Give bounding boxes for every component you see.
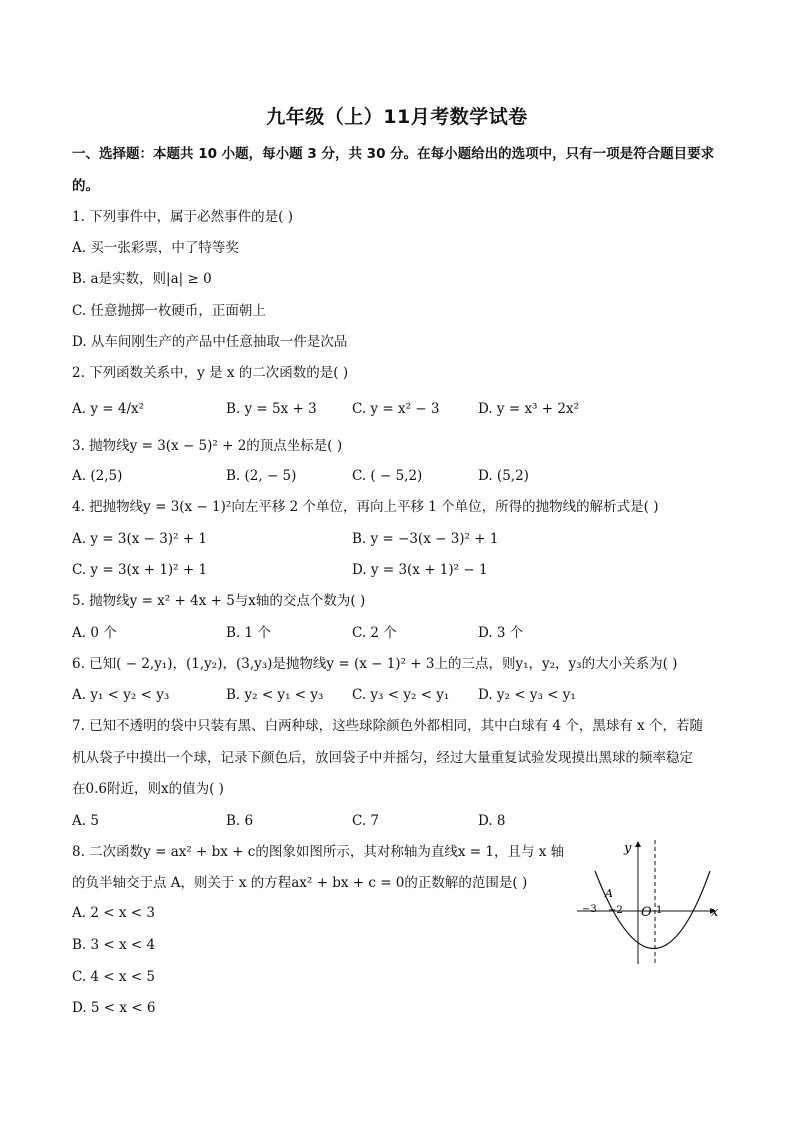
parabola-figure: [575, 836, 725, 966]
question-3-option-c: C. ( − 5,2): [352, 468, 423, 484]
question-5-option-d: D. 3 个: [478, 625, 524, 641]
tick-label-1: 1: [656, 905, 663, 916]
question-7-stem-line-3: 在0.6附近，则x的值为( ): [72, 781, 224, 797]
question-4-option-b: B. y = −3(x − 3)² + 1: [352, 531, 499, 547]
question-7-option-a: A. 5: [72, 813, 99, 829]
question-5-option-b: B. 1 个: [226, 625, 271, 641]
question-1-option-b: B. a是实数，则|a| ≥ 0: [72, 271, 212, 287]
question-8-stem-line-1: 8. 二次函数y = ax² + bx + c的图象如图所示，其对称轴为直线x = 1，且与 x 轴: [72, 844, 565, 860]
question-2-option-a: A. y = 4/x²: [72, 401, 145, 417]
question-3-option-a: A. (2,5): [72, 468, 123, 484]
question-4-stem: 4. 把抛物线y = 3(x − 1)²向左平移 2 个单位，再向上平移 1 个单位，所得的抛物线的解析式是( ): [72, 499, 659, 515]
page-title: 九年级（上）11月考数学试卷: [266, 106, 528, 128]
x-axis-label: x: [711, 905, 719, 920]
question-8-option-a: A. 2 < x < 3: [72, 905, 155, 921]
question-1-stem: 1. 下列事件中，属于必然事件的是( ): [72, 209, 293, 225]
question-7-option-c: C. 7: [352, 813, 380, 829]
question-7-stem-line-2: 机从袋子中摸出一个球，记录下颜色后，放回袋子中并摇匀，经过大量重复试验发现摸出黑球的频率稳定: [72, 750, 693, 766]
question-3-stem: 3. 抛物线y = 3(x − 5)² + 2的顶点坐标是( ): [72, 438, 343, 454]
tick-label-neg2: −2: [608, 905, 623, 916]
question-5-stem: 5. 抛物线y = x² + 4x + 5与x轴的交点个数为( ): [72, 593, 366, 609]
question-1-option-d: D. 从车间刚生产的产品中任意抽取一件是次品: [72, 334, 348, 350]
y-axis-label: y: [624, 841, 632, 856]
question-5-option-c: C. 2 个: [352, 625, 397, 641]
question-2-option-b: B. y = 5x + 3: [226, 401, 317, 417]
question-8-option-b: B. 3 < x < 4: [72, 937, 156, 953]
question-6-option-b: B. y₂ < y₁ < y₃: [226, 687, 324, 703]
question-4-option-d: D. y = 3(x + 1)² − 1: [352, 562, 488, 578]
question-3-option-b: B. (2, − 5): [226, 468, 297, 484]
question-4-option-a: A. y = 3(x − 3)² + 1: [72, 531, 207, 547]
section-heading-cont: 的。: [72, 178, 99, 194]
question-7-stem-line-1: 7. 已知不透明的袋中只装有黑、白两种球，这些球除颜色外都相同，其中白球有 4 个，黑球有 x 个，若随: [72, 718, 704, 734]
question-3-option-d: D. (5,2): [478, 468, 529, 484]
question-7-option-d: D. 8: [478, 813, 506, 829]
question-2-stem: 2. 下列函数关系中，y 是 x 的二次函数的是( ): [72, 365, 349, 381]
question-8-option-c: C. 4 < x < 5: [72, 969, 156, 985]
question-2-option-c: C. y = x² − 3: [352, 401, 440, 417]
tick-label-neg3: −3: [582, 904, 597, 915]
question-8-stem-line-2: 的负半轴交于点 A，则关于 x 的方程ax² + bx + c = 0的正数解的范围是( ): [72, 875, 528, 891]
question-5-option-a: A. 0 个: [72, 625, 117, 641]
origin-label: O: [641, 905, 652, 920]
question-6-stem: 6. 已知( − 2,y₁)，(1,y₂)，(3,y₃)是抛物线y = (x − 1)² + 3上的三点，则y₁，y₂，y₃的大小关系为( ): [72, 656, 678, 672]
section-heading: 一、选择题：本题共 10 小题，每小题 3 分，共 30 分。在每小题给出的选项中，只有一项是符合题目要求: [72, 146, 715, 162]
question-2-option-d: D. y = x³ + 2x²: [478, 401, 579, 417]
question-6-option-a: A. y₁ < y₂ < y₃: [72, 687, 170, 703]
question-4-option-c: C. y = 3(x + 1)² + 1: [72, 562, 208, 578]
question-1-option-c: C. 任意抛掷一枚硬币，正面朝上: [72, 303, 266, 319]
question-6-option-c: C. y₃ < y₂ < y₁: [352, 687, 450, 703]
question-8-option-d: D. 5 < x < 6: [72, 1000, 156, 1016]
question-6-option-d: D. y₂ < y₃ < y₁: [478, 687, 576, 703]
question-7-option-b: B. 6: [226, 813, 254, 829]
question-1-option-a: A. 买一张彩票，中了特等奖: [72, 240, 239, 256]
point-a-label: A: [605, 887, 613, 900]
